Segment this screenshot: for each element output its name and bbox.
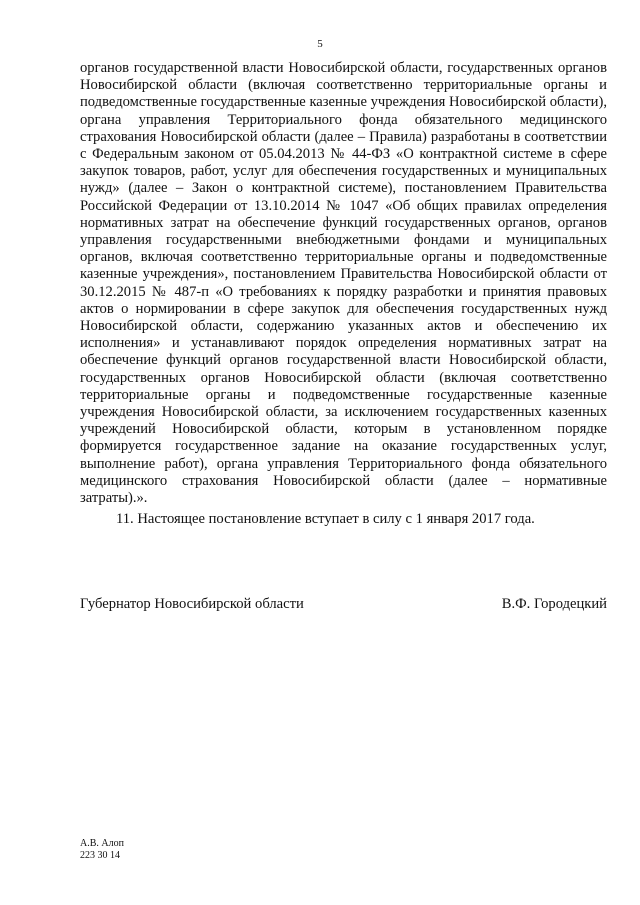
- executor-info: [80, 838, 124, 862]
- paragraph-rules-continuation: органов государственной власти Новосибирской области, государственных органов Новосибирской области (включая соответственно территориальные органы и подведомственные государственные казенные учреждения Новосибирской области), органа управления Территориального фонда обязательного медицинского страхования Новосибирской области (далее – Правила) разработаны в соответствии с Федеральным законом от 05.04.2013 № 44-ФЗ «О контрактной системе в сфере закупок товаров, работ, услуг для обеспечения государственных и муниципальных нужд» (далее – Закон о контрактной системе), постановлением Правительства Российской Федерации от 13.10.2014 № 1047 «Об общих правилах определения нормативных затрат на обеспечение функций государственных органов, органов управления государственными внебюджетными фондами и муниципальных органов, включая соответственно территориальные органы и подведомственные казенные учреждения», постановлением Правительства Новосибирской области от 30.12.2015 № 487-п «О требованиях к порядку разработки и принятия правовых актов о нормировании в сфере закупок для обеспечения государственных нужд Новосибирской области, содержанию указанных актов и обеспечению их исполнения» и устанавливают порядок определения нормативных затрат на обеспечение функций органов государственной власти Новосибирской области, государственных органов Новосибирской области (включая соответственно территориальные органы и подведомственные государственные казенные учреждения Новосибирской области, за исключением государственных казенных учреждений Новосибирской области, которым в установленном порядке формируется государственное задание на оказание государственных услуг, выполнение работ), органа управления Территориального фонда обязательного медицинского страхования Новосибирской области (далее – нормативные затраты).».: [80, 60, 607, 507]
- document-body: [80, 60, 607, 528]
- executor-phone: 223 30 14: [80, 850, 120, 861]
- paragraph-11-effective-date: 11. Настоящее постановление вступает в силу с 1 января 2017 года.: [116, 511, 535, 528]
- signature-block: [80, 596, 607, 613]
- signatory-name: В.Ф. Городецкий: [501, 596, 607, 612]
- page-number: 5: [317, 38, 323, 50]
- executor-name: А.В. Алоп: [80, 838, 124, 849]
- signatory-position: Губернатор Новосибирской области: [80, 596, 304, 612]
